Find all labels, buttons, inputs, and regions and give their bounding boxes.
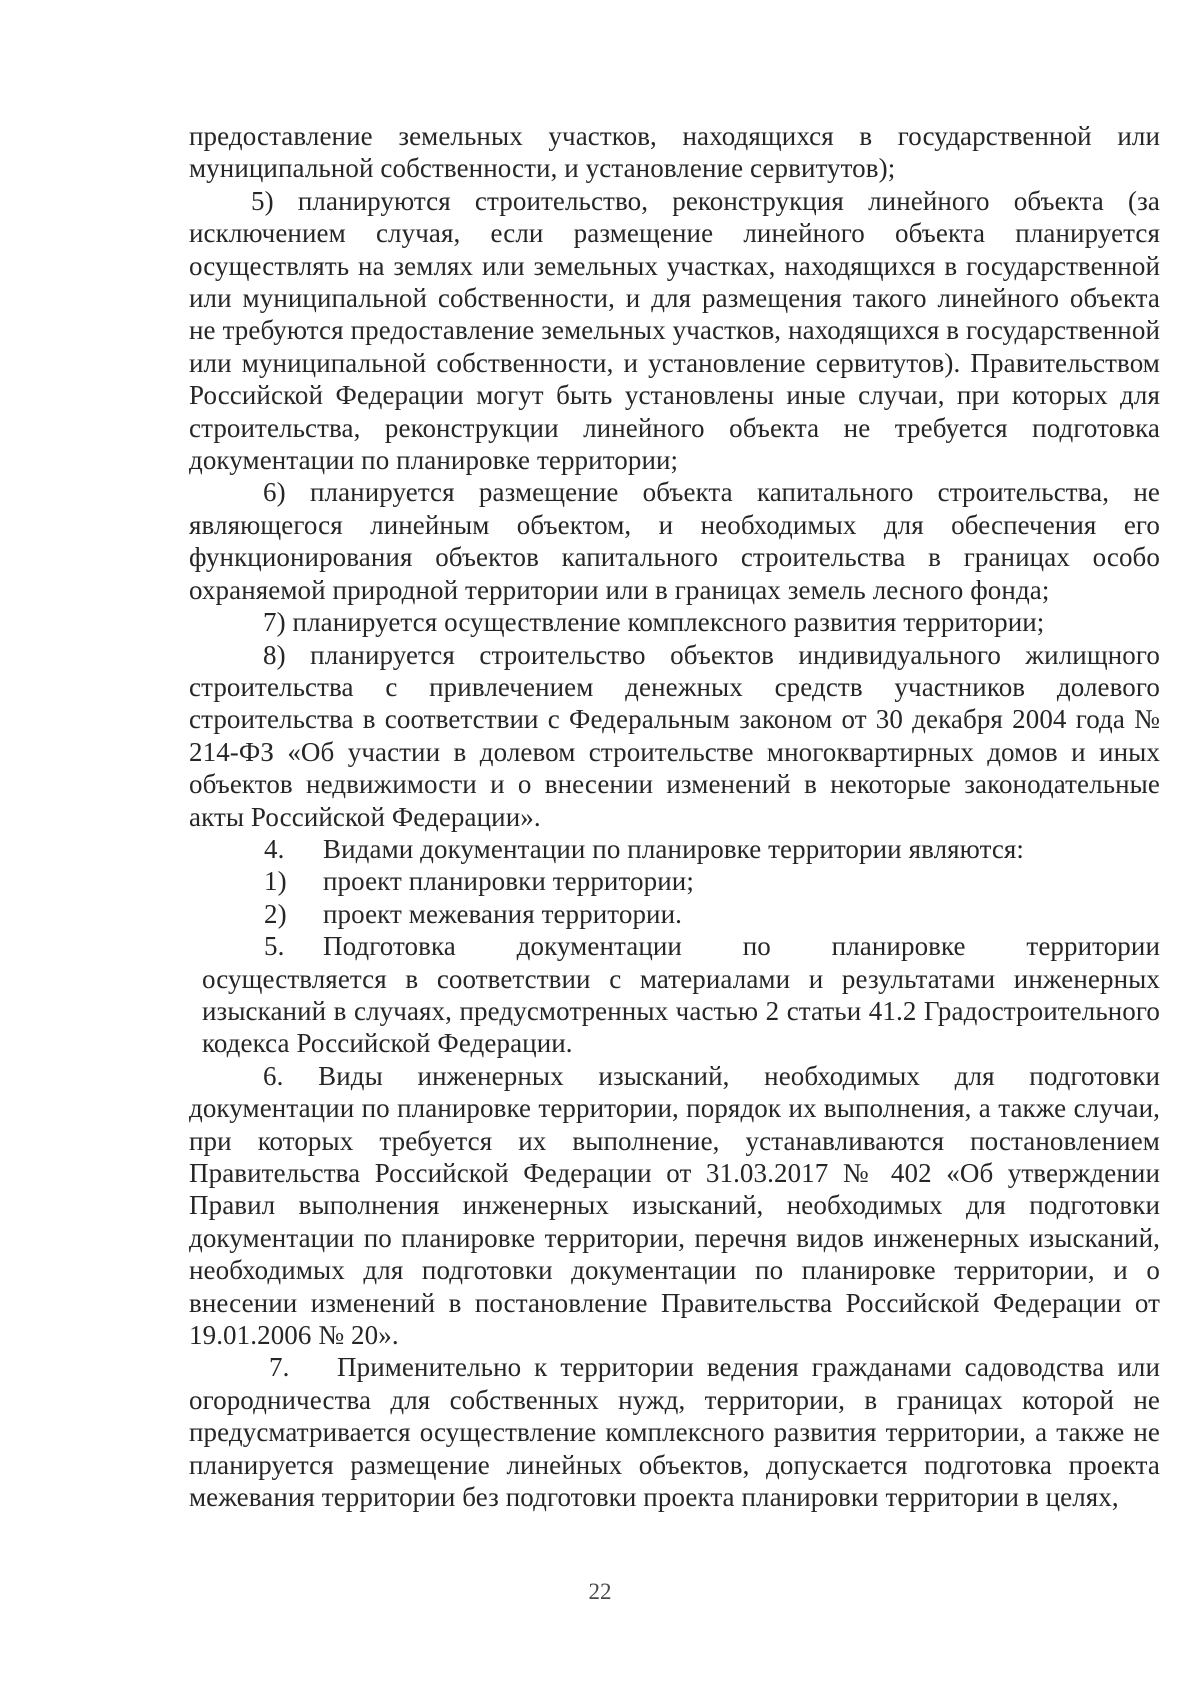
paragraph-list-item-5: 5) планируются строительство, реконструкция линейного объекта (за исключением случая, если размещение линейного объекта планируется осуществлять на землях или земельных участках, находящихся в государственной или муниципальной собственности, и для размещения такого линейного объекта не требуются предоставление земельных участков, находящихся в государственной или муниципальной собственности, и установление сервитутов). Правительством Российской Федерации могут быть установлены иные случаи, при которых для строительства, реконструкции линейного объекта не требуется подготовка документации по планировке территории; bbox=[189, 185, 1160, 476]
section-5-first-line bbox=[202, 930, 1160, 962]
section-4-subitem-1 bbox=[189, 865, 1160, 897]
section-7-text: огородничества для собственных нужд, территории, в границах которой не предусматривается осуществление комплексного развития территории, а также не планируется размещение линейных объектов, допускается подготовка проекта межевания территории без подготовки проекта планировки территории в целях, bbox=[189, 1384, 1160, 1513]
subitem-1-text: проект планировки территории; bbox=[323, 866, 694, 897]
section-7-number: 7. bbox=[269, 1352, 290, 1383]
section-7-first-line-text: Применительно к территории ведения гражданами садоводства или bbox=[337, 1352, 1160, 1383]
paragraph-list-item-6: 6) планируется размещение объекта капитального строительства, не являющегося линейным объектом, и необходимых для обеспечения его функционирования объектов капитального строительства в границах особо охраняемой природной территории или в границах земель лесного фонда; bbox=[189, 477, 1160, 605]
section-4-text: Видами документации по планировке территории являются: bbox=[323, 833, 1025, 864]
section-5 bbox=[189, 930, 1160, 1060]
section-4-subitem-2 bbox=[189, 898, 1160, 930]
subitem-2-text: проект межевания территории. bbox=[323, 898, 682, 929]
section-4-number: 4. bbox=[264, 833, 285, 864]
paragraph-continuation: предоставление земельных участков, находящихся в государственной или муниципальной собственности, и установление сервитутов); bbox=[189, 121, 1160, 184]
section-5-text: осуществляется в соответствии с материалами и результатами инженерных изысканий в случаях, предусмотренных частью 2 статьи 41.2 Градостроительного кодекса Российской Федерации. bbox=[202, 963, 1160, 1059]
section-7 bbox=[189, 1351, 1160, 1513]
page-number: 22 bbox=[588, 1579, 612, 1604]
paragraph-list-item-8: 8) планируется строительство объектов индивидуального жилищного строительства с привлечением денежных средств участников долевого строительства в соответствии с Федеральным законом от 30 декабря 2004 года № 214-ФЗ «Об участии в долевом строительстве многоквартирных домов и иных объектов недвижимости и о внесении изменений в некоторые законодательные акты Российской Федерации». bbox=[189, 639, 1160, 832]
document-body bbox=[189, 120, 1160, 1513]
section-7-first-line bbox=[189, 1351, 1160, 1383]
subitem-2-number: 2) bbox=[264, 898, 287, 929]
section-6: 6. Виды инженерных изысканий, необходимых для подготовки документации по планировке территории, порядок их выполнения, а также случаи, при которых требуется их выполнение, устанавливаются постановлением Правительства Российской Федерации от 31.03.2017 № 402 «Об утверждении Правил выполнения инженерных изысканий, необходимых для подготовки документации по планировке территории, перечня видов инженерных изысканий, необходимых для подготовки документации по планировке территории, и о внесении изменений в постановление Правительства Российской Федерации от 19.01.2006 № 20». bbox=[189, 1060, 1160, 1351]
section-5-first-line-text: Подготовка документации по планировке территории bbox=[323, 931, 1160, 962]
section-4-heading bbox=[189, 833, 1160, 865]
subitem-1-number: 1) bbox=[264, 866, 287, 897]
section-5-number: 5. bbox=[264, 931, 285, 962]
paragraph-list-item-7: 7) планируется осуществление комплексного развития территории; bbox=[263, 607, 1045, 638]
